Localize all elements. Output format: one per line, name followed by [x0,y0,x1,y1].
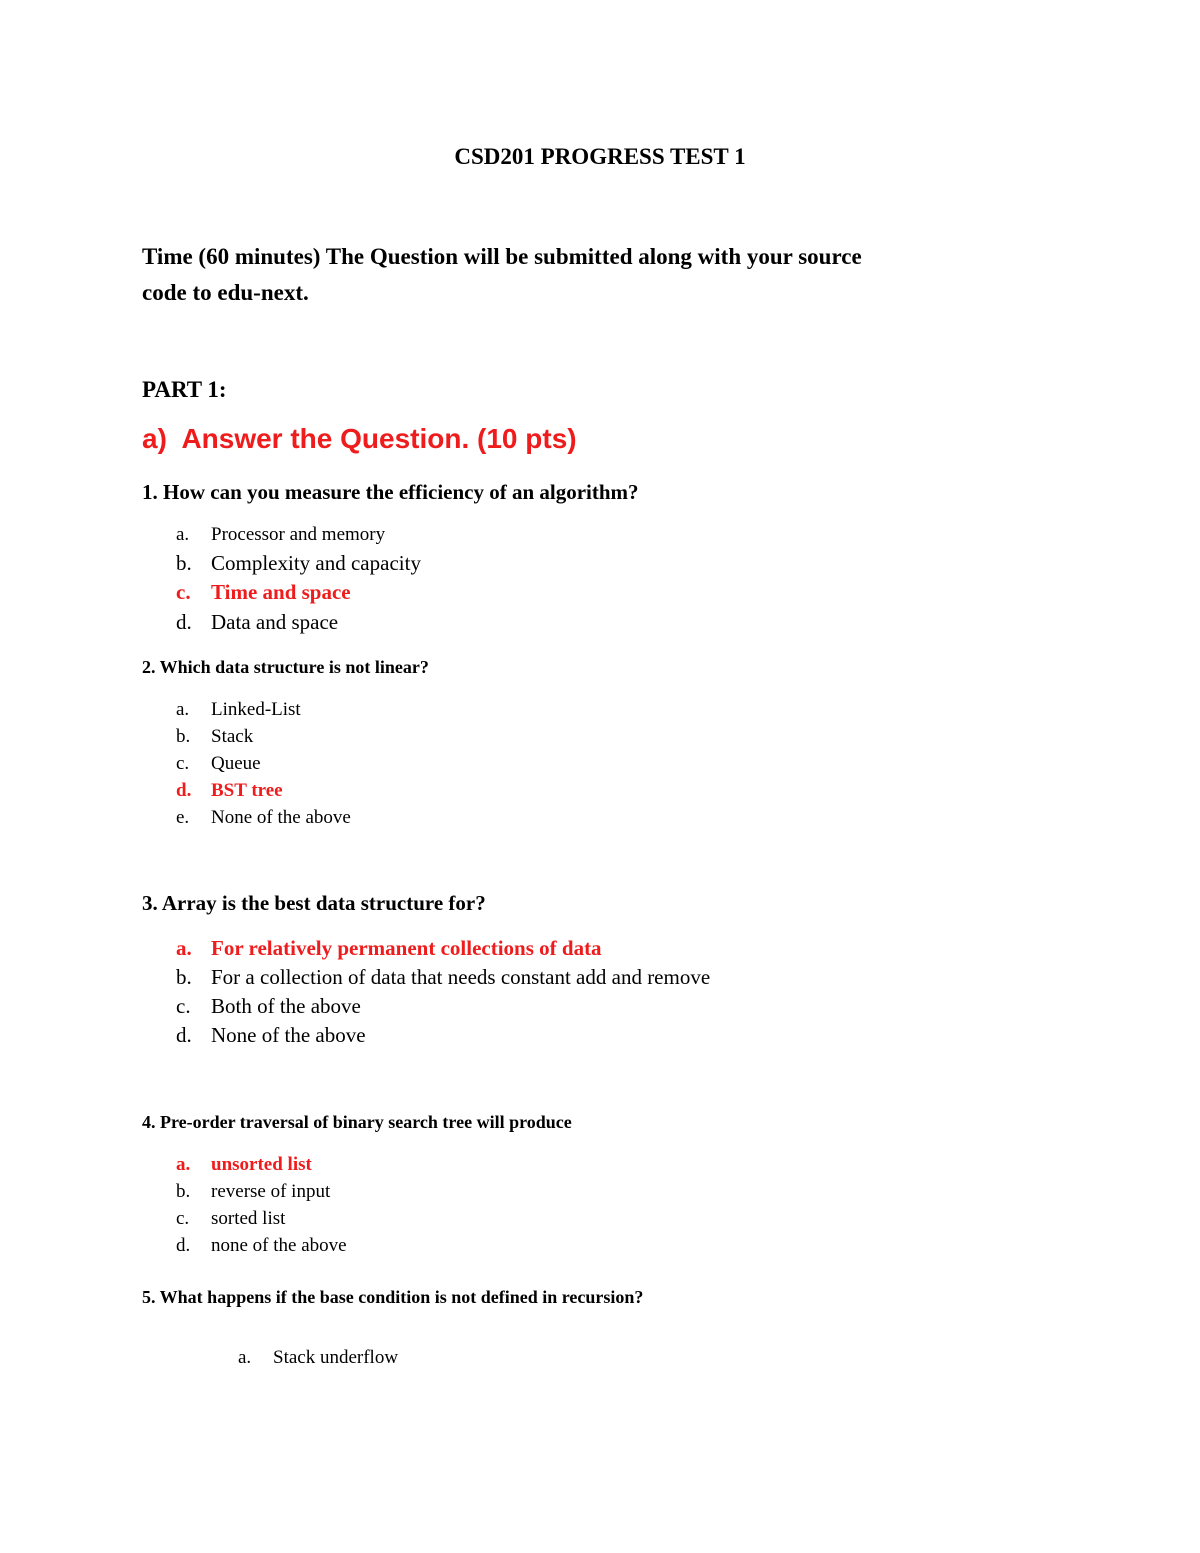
option-text: Complexity and capacity [211,551,421,575]
section-heading-text: Answer the Question. (10 pts) [181,423,577,454]
option-text: sorted list [211,1208,286,1229]
question-1-option-a [176,524,385,546]
option-text: Data and space [211,610,339,634]
question-3-option-a-answer [176,936,602,961]
question-4: 4. Pre-order traversal of binary search tree will produce [142,1112,572,1132]
option-text: unsorted list [211,1154,312,1175]
intro-line-1: Time (60 minutes) The Question will be submitted along with your source [142,244,862,269]
option-letter: a. [238,1347,252,1368]
option-letter: c. [176,580,191,604]
question-1-option-d [176,610,338,635]
question-3: 3. Array is the best data structure for? [142,891,486,915]
option-letter: d. [176,610,192,634]
question-4-option-c [176,1208,285,1230]
option-letter: c. [176,994,191,1018]
option-text: Processor and memory [211,524,386,545]
option-text: None of the above [211,807,351,828]
question-5: 5. What happens if the base condition is not defined in recursion? [142,1287,644,1307]
question-4-option-d [176,1235,347,1257]
option-letter: d. [176,780,192,801]
section-label: a) [142,423,167,454]
intro-line-2: code to edu-next. [142,280,309,305]
option-letter: b. [176,965,192,989]
option-letter: a. [176,524,190,545]
option-letter: c. [176,753,190,774]
option-text: For a collection of data that needs constant add and remove [211,965,711,989]
option-letter: d. [176,1235,191,1256]
option-text: none of the above [211,1235,347,1256]
option-letter: a. [176,1154,191,1175]
option-letter: a. [176,936,192,960]
option-letter: b. [176,726,191,747]
option-text: BST tree [211,780,283,801]
option-text: Stack underflow [273,1347,399,1368]
question-2-option-a [176,699,301,721]
option-letter: a. [176,699,190,720]
question-4-option-a-answer [176,1154,312,1176]
part-heading: PART 1: [142,377,227,402]
question-3-option-b [176,965,710,990]
document-title: CSD201 PROGRESS TEST 1 [454,144,746,169]
question-1: 1. How can you measure the efficiency of an algorithm? [142,480,639,504]
question-2-option-c [176,753,261,775]
option-text: Queue [211,753,261,774]
question-3-option-c [176,994,361,1019]
option-letter: e. [176,807,190,828]
option-text: Both of the above [211,994,361,1018]
section-heading [142,423,577,455]
option-text: reverse of input [211,1181,331,1202]
option-letter: b. [176,551,192,575]
option-text: Time and space [211,580,351,604]
option-text: Linked-List [211,699,301,720]
option-letter: b. [176,1181,191,1202]
question-2-option-e [176,807,351,829]
question-5-option-a [238,1347,398,1369]
question-1-option-c-answer [176,580,351,605]
question-1-option-b [176,551,421,576]
option-text: None of the above [211,1023,366,1047]
option-text: For relatively permanent collections of data [211,936,602,960]
question-2-option-b [176,726,253,748]
question-2-option-d-answer [176,780,283,802]
option-letter: c. [176,1208,190,1229]
option-letter: d. [176,1023,192,1047]
question-2: 2. Which data structure is not linear? [142,657,429,677]
question-4-option-b [176,1181,330,1203]
question-3-option-d [176,1023,366,1048]
option-text: Stack [211,726,254,747]
